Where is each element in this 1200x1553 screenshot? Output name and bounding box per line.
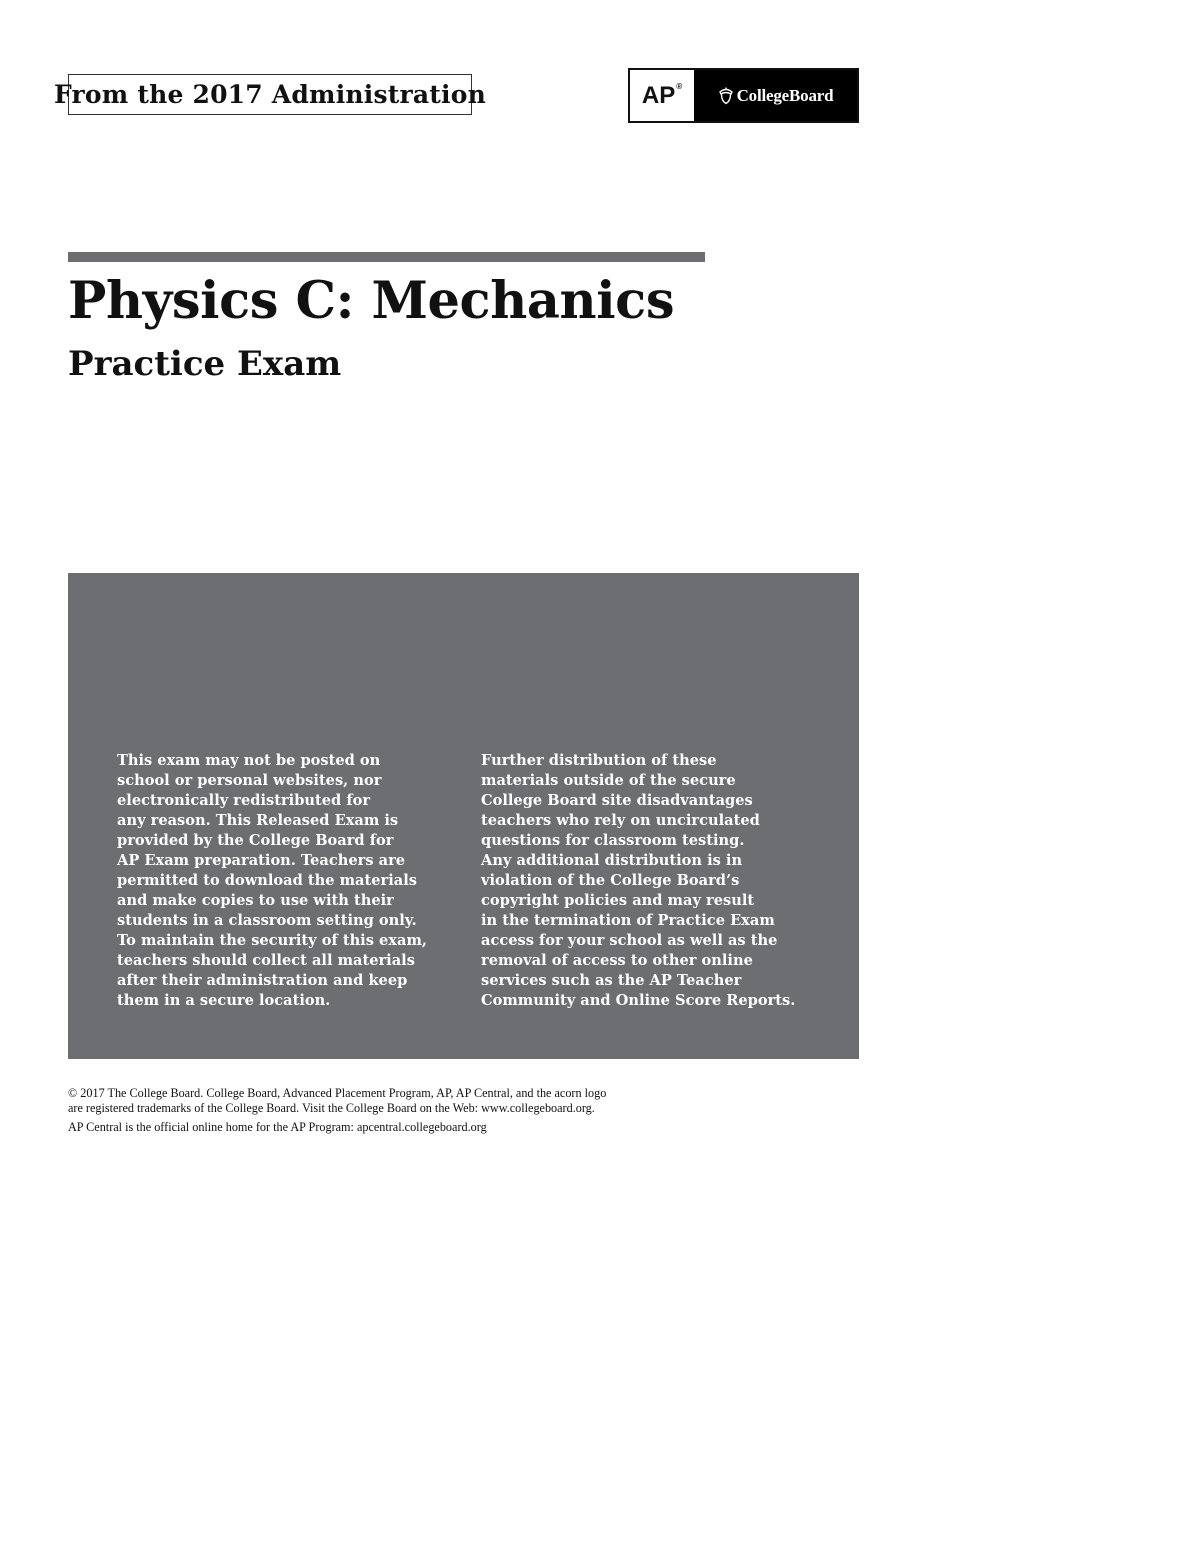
notice-line: questions for classroom testing. (481, 832, 745, 849)
notice-line: Further distribution of these (481, 752, 717, 769)
distribution-notice-panel (68, 573, 859, 1059)
ap-logo-text: AP (641, 81, 676, 109)
notice-line: permitted to download the materials (117, 872, 417, 889)
collegeboard-logo-mark (694, 70, 857, 121)
notice-line: teachers who rely on uncirculated (481, 812, 760, 829)
ap-collegeboard-logo (628, 68, 859, 123)
notice-line: teachers should collect all materials (117, 952, 415, 969)
notice-line: This exam may not be posted on (117, 752, 381, 769)
ap-central-line: AP Central is the official online home for the AP Program: apcentral.collegeboard.org (68, 1120, 487, 1134)
administration-label-box (54, 74, 486, 115)
notice-line: copyright policies and may result (481, 892, 755, 909)
ap-logo-mark (630, 70, 694, 121)
notice-line: Community and Online Score Reports. (481, 992, 796, 1009)
notice-line: AP Exam preparation. Teachers are (117, 852, 406, 869)
copyright-line: are registered trademarks of the College Board. Visit the College Board on the Web: www.collegeboard.org. (68, 1101, 595, 1115)
notice-line: Any additional distribution is in (481, 852, 743, 869)
notice-line: violation of the College Board’s (481, 872, 740, 889)
notice-line: removal of access to other online (481, 952, 753, 969)
page-title: Physics C: Mechanics (68, 271, 675, 331)
notice-line: electronically redistributed for (117, 792, 371, 809)
notice-line: students in a classroom setting only. (117, 912, 417, 929)
page-subtitle: Practice Exam (68, 344, 342, 384)
notice-line: College Board site disadvantages (481, 792, 753, 809)
notice-line: services such as the AP Teacher (481, 972, 742, 989)
notice-line: school or personal websites, nor (117, 772, 382, 789)
copyright-footer (68, 1086, 606, 1135)
notice-line: any reason. This Released Exam is (117, 812, 399, 829)
notice-line: them in a secure location. (117, 992, 331, 1009)
notice-line: provided by the College Board for (117, 832, 394, 849)
administration-label: From the 2017 Administration (54, 80, 486, 109)
acorn-icon (718, 87, 734, 105)
notice-line: in the termination of Practice Exam (481, 912, 775, 929)
copyright-line: © 2017 The College Board. College Board, Advanced Placement Program, AP, AP Central, and the acorn logo (68, 1086, 607, 1100)
notice-right-column (481, 751, 811, 1011)
notice-line: materials outside of the secure (481, 772, 736, 789)
notice-line: after their administration and keep (117, 972, 408, 989)
title-rule (68, 252, 705, 262)
notice-line: and make copies to use with their (117, 892, 394, 909)
notice-left-column (117, 751, 437, 1011)
notice-line: access for your school as well as the (481, 932, 778, 949)
collegeboard-logo-text: CollegeBoard (736, 85, 834, 105)
registered-mark: ® (676, 82, 683, 91)
notice-line: To maintain the security of this exam, (117, 932, 427, 949)
